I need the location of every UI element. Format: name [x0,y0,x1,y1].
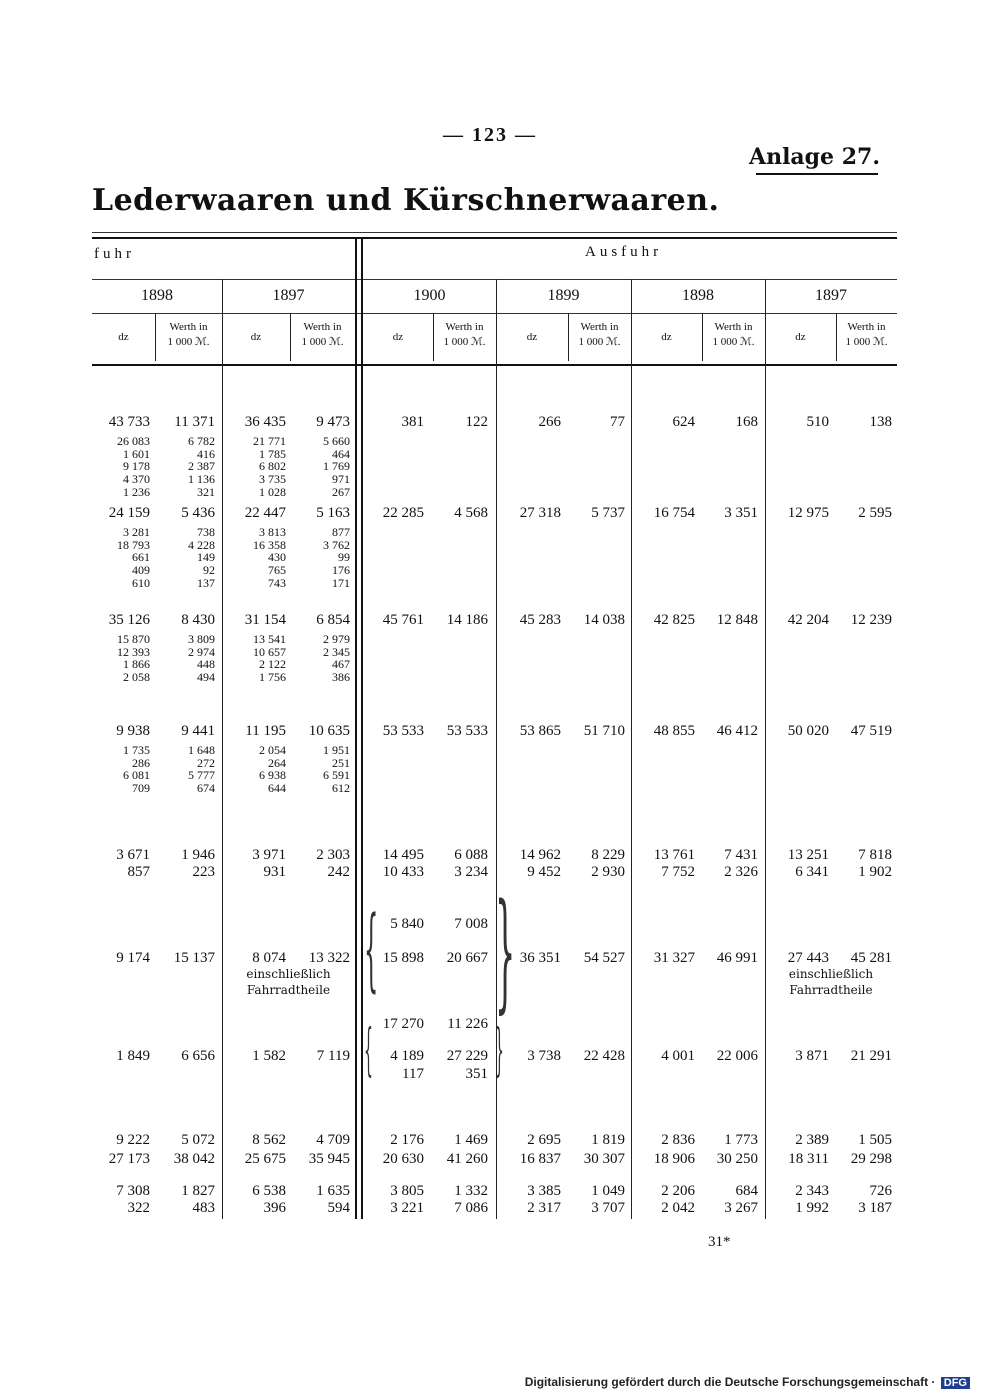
dfg-logo-icon: DFG [941,1377,970,1389]
table-cell: 122 [465,414,488,430]
table-cell: 36 351 [519,950,561,966]
table-subcell: 1 648 272 5 777 674 [188,743,215,796]
table-cell: 4 568 [454,505,488,521]
table-cell: 1 946 [181,847,215,863]
table-cell: 396 [263,1200,286,1216]
table-cell: 42 825 [653,612,695,628]
table-cell: 13 251 [787,847,829,863]
table-cell: 11 371 [174,414,215,430]
table-cell: 9 473 [316,414,350,430]
table-cell: 12 975 [787,505,829,521]
value-subheader: Werth in 1 000 ℳ. [712,321,755,348]
table-cell: 16 754 [653,505,695,521]
table-cell: 45 281 [850,950,892,966]
table-cell: 14 038 [583,612,625,628]
table-cell: 1 902 [858,864,892,880]
table-cell: 22 006 [716,1048,758,1064]
table-subcell: 2 979 2 345 467 386 [323,632,350,685]
table-cell: 46 412 [716,723,758,739]
table-cell: 7 431 [724,847,758,863]
table-cell: 5 072 [181,1132,215,1148]
table-cell: 2 303 [316,847,350,863]
table-cell: 27 443 [787,950,829,966]
table-cell: 45 283 [519,612,561,628]
table-cell: 7 086 [454,1200,488,1216]
table-subcell: 738 4 228 149 92 137 [188,525,215,590]
table-cell: 18 906 [653,1151,695,1167]
table-subcell: 1 951 251 6 591 612 [323,743,350,796]
table-cell: 25 675 [244,1151,286,1167]
table-cell: 13 761 [653,847,695,863]
table-subcell: 21 771 1 785 6 802 3 735 1 028 [253,434,286,499]
table-cell: 5 436 [181,505,215,521]
value-subheader: Werth in 1 000 ℳ. [845,321,888,348]
table-cell: 10 635 [308,723,350,739]
table-cell: 8 430 [181,612,215,628]
table-cell: 27 229 [446,1048,488,1064]
year-header: 1900 [413,287,446,304]
table-cell: 6 341 [795,864,829,880]
table-subcell: 13 541 10 657 2 122 1 756 [253,632,286,685]
table-subcell: 2 054 264 6 938 644 [259,743,286,796]
table-cell: 684 [735,1183,758,1199]
table-cell: 18 311 [788,1151,829,1167]
table-cell: 45 761 [382,612,424,628]
table-cell: 3 351 [724,505,758,521]
table-cell: 51 710 [583,723,625,739]
table-cell: 857 [127,864,150,880]
table-cell: 21 291 [850,1048,892,1064]
year-header: 1899 [547,287,580,304]
table-cell: 351 [465,1066,488,1082]
table-cell: 3 385 [527,1183,561,1199]
table-cell: 14 962 [519,847,561,863]
table-cell: 483 [192,1200,215,1216]
table-cell: 7 308 [116,1183,150,1199]
table-cell: 1 635 [316,1183,350,1199]
note-including: einschließlich Fahrradtheile [246,967,331,997]
table-cell: 9 452 [527,864,561,880]
table-cell: 3 267 [724,1200,758,1216]
brace-left: { [364,1018,373,1083]
table-cell: 2 836 [661,1132,695,1148]
table-cell: 7 119 [316,1048,350,1064]
group-header-rule [92,279,897,280]
table-subcell: 3 813 16 358 430 765 743 [253,525,286,590]
value-subheader: Werth in 1 000 ℳ. [578,321,621,348]
table-cell: 9 222 [116,1132,150,1148]
table-cell: 4 709 [316,1132,350,1148]
dz-subheader: dz [795,331,806,343]
table-cell: 2 595 [858,505,892,521]
appendix-underline [756,173,878,175]
table-cell: 31 327 [653,950,695,966]
table-cell: 322 [127,1200,150,1216]
table-cell: 6 088 [454,847,488,863]
table-cell: 117 [402,1066,424,1082]
table-cell: 15 898 [382,950,424,966]
table-cell: 54 527 [583,950,625,966]
table-cell: 242 [327,864,350,880]
table-cell: 266 [538,414,561,430]
table-cell: 24 159 [108,505,150,521]
note-including: einschließlich Fahrradtheile [788,967,874,997]
table-subcell: 3 809 2 974 448 494 [188,632,215,685]
table-cell: 2 206 [661,1183,695,1199]
dz-subheader: dz [392,331,404,343]
table-cell: 36 435 [244,414,286,430]
table-cell: 30 250 [716,1151,758,1167]
table-top-rule-thick [92,237,897,239]
table-cell: 9 174 [116,950,150,966]
table-cell: 3 187 [858,1200,892,1216]
table-cell: 8 074 [252,950,286,966]
table-cell: 14 186 [446,612,488,628]
table-cell: 6 656 [181,1048,215,1064]
table-cell: 35 945 [308,1151,350,1167]
table-cell: 10 433 [382,864,424,880]
table-cell: 22 447 [244,505,286,521]
table-cell: 3 221 [390,1200,424,1216]
table-cell: 8 562 [252,1132,286,1148]
table-cell: 2 695 [527,1132,561,1148]
table-cell: 1 505 [858,1132,892,1148]
table-cell: 2 176 [390,1132,424,1148]
table-cell: 510 [806,414,829,430]
table-cell: 1 469 [454,1132,488,1148]
table-subcell: 3 281 18 793 661 409 610 [117,525,150,590]
table-cell: 12 848 [716,612,758,628]
table-cell: 2 326 [724,864,758,880]
table-cell: 3 805 [390,1183,424,1199]
table-cell: 46 991 [716,950,758,966]
table-cell: 35 126 [108,612,150,628]
footer-credit: Digitalisierung gefördert durch die Deutsche Forschungsgemeinschaft · DFG [525,1375,970,1389]
table-cell: 48 855 [653,723,695,739]
table-cell: 2 389 [795,1132,829,1148]
table-cell: 30 307 [583,1151,625,1167]
table-cell: 27 318 [519,505,561,521]
table-cell: 38 042 [173,1151,215,1167]
table-cell: 13 322 [308,950,350,966]
table-cell: 3 671 [116,847,150,863]
table-cell: 3 871 [795,1048,829,1064]
year-header: 1897 [815,287,847,304]
table-cell: 31 154 [244,612,286,628]
table-cell: 624 [672,414,695,430]
table-cell: 1 332 [454,1183,488,1199]
table-cell: 9 441 [181,723,215,739]
table-cell: 43 733 [108,414,150,430]
table-cell: 17 270 [382,1016,424,1032]
dz-subheader: dz [661,331,672,343]
table-cell: 9 938 [116,723,150,739]
table-subcell: 5 660 464 1 769 971 267 [323,434,350,499]
table-cell: 50 020 [787,723,829,739]
table-cell: 22 285 [382,505,424,521]
dz-subheader: dz [118,331,129,343]
table-cell: 20 667 [446,950,488,966]
brace-left: { [364,897,379,1002]
page-signature: 31* [708,1234,731,1250]
table-subcell: 1 735 286 6 081 709 [123,743,150,796]
table-cell: 12 239 [850,612,892,628]
table-cell: 7 752 [661,864,695,880]
year-header-rule [92,313,897,314]
table-cell: 3 738 [527,1048,561,1064]
table-cell: 168 [735,414,758,430]
table-cell: 11 195 [245,723,286,739]
table-cell: 5 840 [390,916,424,932]
page-title: Lederwaaren und Kürschnerwaaren. [92,183,720,218]
table-cell: 1 827 [181,1183,215,1199]
table-cell: 4 001 [661,1048,695,1064]
table-cell: 7 008 [454,916,488,932]
table-cell: 14 495 [382,847,424,863]
import-group-label: fuhr [94,246,135,262]
table-cell: 20 630 [382,1151,424,1167]
table-cell: 6 854 [316,612,350,628]
table-cell: 22 428 [583,1048,625,1064]
table-cell: 223 [192,864,215,880]
table-cell: 2 343 [795,1183,829,1199]
table-subcell: 6 782 416 2 387 1 136 321 [188,434,215,499]
table-cell: 15 137 [173,950,215,966]
dz-subheader: dz [250,331,262,343]
table-cell: 726 [869,1183,892,1199]
table-cell: 7 818 [858,847,892,863]
table-cell: 3 707 [591,1200,625,1216]
table-cell: 53 865 [519,723,561,739]
table-cell: 2 317 [527,1200,561,1216]
table-cell: 41 260 [446,1151,488,1167]
appendix-label: Anlage 27. [749,144,880,170]
table-cell: 1 992 [795,1200,829,1216]
table-cell: 1 819 [591,1132,625,1148]
table-cell: 2 042 [661,1200,695,1216]
page-number: — 123 — [443,124,537,146]
table-cell: 77 [610,414,625,430]
table-cell: 53 533 [446,723,488,739]
brace-right: } [495,877,516,1026]
table-cell: 16 837 [519,1151,561,1167]
table-cell: 594 [327,1200,350,1216]
table-cell: 5 737 [591,505,625,521]
table-cell: 1 849 [116,1048,150,1064]
table-cell: 53 533 [382,723,424,739]
table-cell: 2 930 [591,864,625,880]
table-cell: 11 226 [447,1016,488,1032]
value-subheader: Werth in 1 000 ℳ. [167,321,210,348]
table-cell: 381 [401,414,424,430]
table-top-rule [92,232,897,233]
table-cell: 27 173 [108,1151,150,1167]
table-cell: 138 [869,414,892,430]
brace-right: } [495,1018,504,1083]
year-header: 1898 [682,287,714,304]
table-cell: 4 189 [390,1048,424,1064]
table-subcell: 15 870 12 393 1 866 2 058 [117,632,150,685]
table-cell: 8 229 [591,847,625,863]
table-cell: 931 [263,864,286,880]
table-cell: 29 298 [850,1151,892,1167]
table-subcell: 26 083 1 601 9 178 4 370 1 236 [117,434,150,499]
header-bottom-rule [92,364,897,366]
export-group-label: Ausfuhr [585,244,663,260]
table-cell: 6 538 [252,1183,286,1199]
table-cell: 3 971 [252,847,286,863]
table-subcell: 877 3 762 99 176 171 [323,525,350,590]
table-cell: 42 204 [787,612,829,628]
dz-subheader: dz [526,331,538,343]
table-cell: 1 049 [591,1183,625,1199]
value-subheader: Werth in 1 000 ℳ. [301,321,344,348]
year-header: 1898 [141,287,173,304]
table-cell: 5 163 [316,505,350,521]
table-cell: 3 234 [454,864,488,880]
value-subheader: Werth in 1 000 ℳ. [443,321,486,348]
table-cell: 47 519 [850,723,892,739]
year-header: 1897 [272,287,305,304]
table-cell: 1 582 [252,1048,286,1064]
table-cell: 1 773 [724,1132,758,1148]
